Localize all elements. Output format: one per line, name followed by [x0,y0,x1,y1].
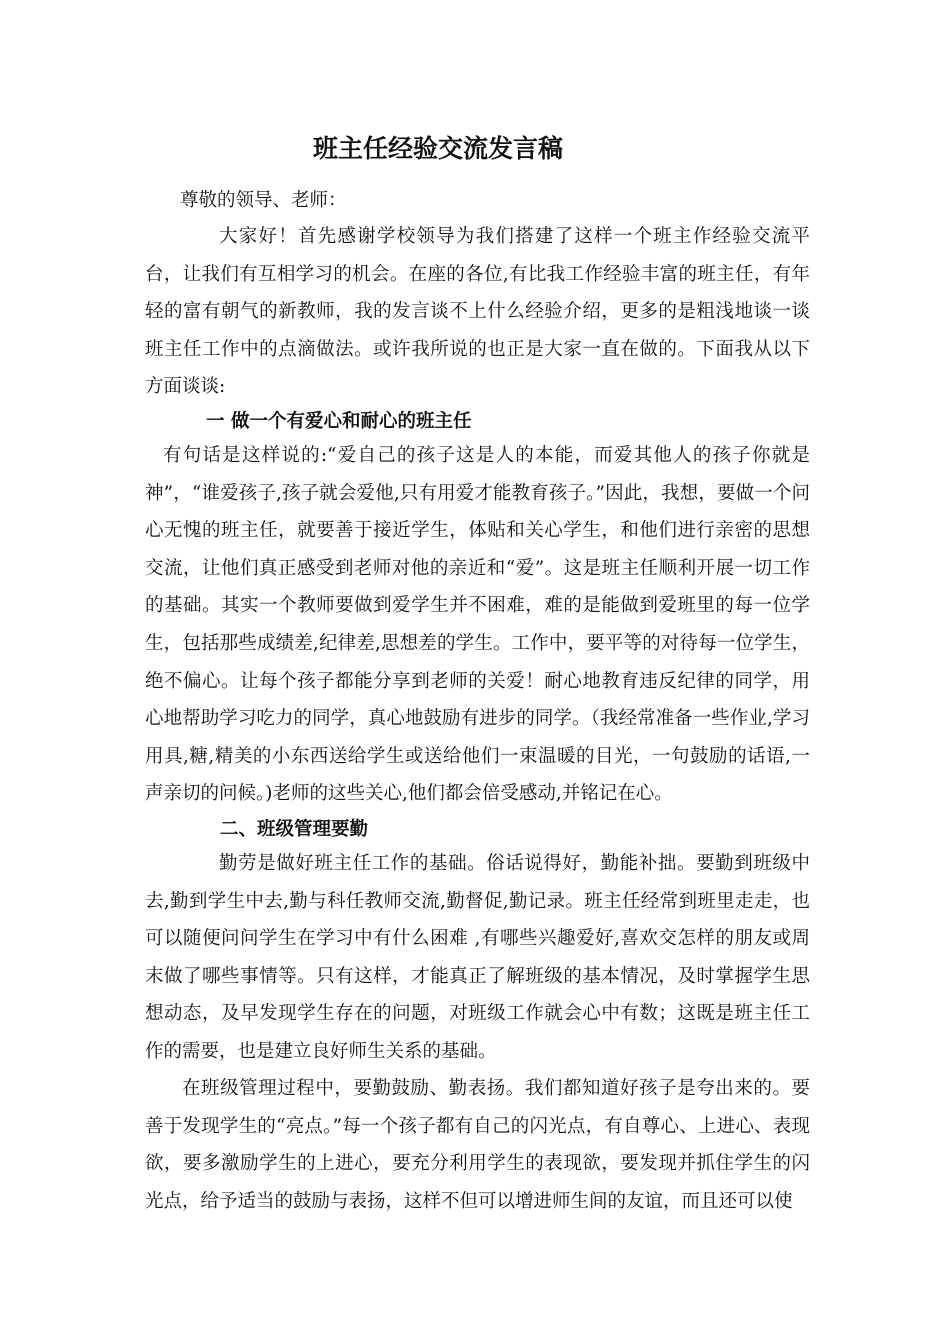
intro-paragraph: 大家好！首先感谢学校领导为我们搭建了这样一个班主作经验交流平台，让我们有互相学习的机会。在座的各位,有比我工作经验丰富的班主任，有年轻的富有朝气的新教师，我的发言谈不上什么经验介绍，更多的是粗浅地谈一谈班主任工作中的点滴做法。或许我所说的也正是大家一直在做的。下面我从以下方面谈谈: [145,226,810,398]
document-title: 班主任经验交流发言稿 [312,134,563,163]
salutation: 尊敬的领导、老师： [180,190,347,211]
section-heading-1: 一 做一个有爱心和耐心的班主任 [206,411,472,432]
section-heading-2: 二、班级管理要勤 [220,819,369,840]
section1-paragraph: 有句话是这样说的:“爱自己的孩子这是人的本能，而爱其他人的孩子你就是神”，“谁爱孩子,孩子就会爱他,只有用爱才能教育孩子。”因此，我想，要做一个问心无愧的班主任，就要善于接近学生，体贴和关心学生，和他们进行亲密的思想交流，让他们真正感受到老师对他的亲近和“爱”。这是班主任顺利开展一切工作的基础。其实一个教师要做到爱学生并不困难，难的是能做到爱班里的每一位学生，包括那些成绩差,纪律差,思想差的学生。工作中，要平等的对待每一位学生，绝不偏心。让每个孩子都能分享到老师的关爱！耐心地教育违反纪律的同学，用心地帮助学习吃力的同学，真心地鼓励有进步的同学。（我经常准备一些作业,学习用具,糖,精美的小东西送给学生或送给他们一束温暖的目光，一句鼓励的话语,一声亲切的问候。)老师的这些关心,他们都会倍受感动,并铭记在心。 [145,445,810,805]
section2-paragraph-1: 勤劳是做好班主任工作的基础。俗话说得好，勤能补拙。要勤到班级中去,勤到学生中去,勤与科任教师交流,勤督促,勤记录。班主任经常到班里走走，也可以随便问问学生在学习中有什么困难 ,有哪些兴趣爱好,喜欢交怎样的朋友或周末做了哪些事情等。只有这样，才能真正了解班级的基本情况，及时掌握学生思想动态，及早发现学生存在的问题，对班级工作就会心中有数；这既是班主任工作的需要，也是建立良好师生关系的基础。 [145,853,810,1062]
section2-paragraph-2: 在班级管理过程中，要勤鼓励、勤表扬。我们都知道好孩子是夸出来的。要善于发现学生的“亮点。”每一个孩子都有自己的闪光点，有自尊心、上进心、表现欲，要多激励学生的上进心，要充分利用学生的表现欲，要发现并抓住学生的闪光点，给予适当的鼓励与表扬，这样不但可以增进师生间的友谊，而且还可以使 [145,1078,810,1212]
